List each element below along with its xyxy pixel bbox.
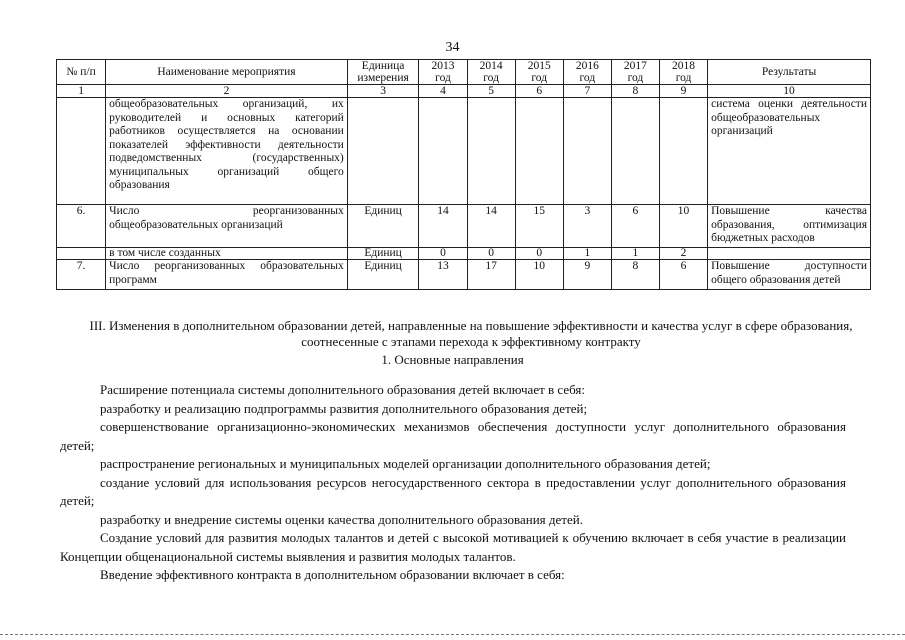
result-cell: Повышение доступности общего образования детей (708, 260, 871, 290)
header-2015: 2015 год (515, 60, 563, 85)
activities-table (56, 59, 871, 290)
header-results: Результаты (708, 60, 871, 85)
unit-cell (347, 98, 419, 205)
value-cell: 2 (659, 248, 707, 260)
value-cell: 14 (467, 205, 515, 248)
value-cell: 6 (611, 205, 659, 248)
index-cell: 4 (419, 85, 467, 98)
header-2018: 2018 год (659, 60, 707, 85)
table-row (57, 98, 871, 205)
paragraph: Введение эффективного контракта в дополнительном образовании включает в себя: (100, 567, 565, 582)
value-cell: 1 (611, 248, 659, 260)
value-cell: 6 (659, 260, 707, 290)
activity-name-cell: Число реорганизованных образовательных программ (106, 260, 348, 290)
index-cell: 5 (467, 85, 515, 98)
result-cell (708, 248, 871, 260)
index-cell: 3 (347, 85, 419, 98)
subsection-heading: 1. Основные направления (381, 352, 524, 367)
result-cell: система оценки деятельности общеобразовательных организаций (708, 98, 871, 205)
value-cell: 3 (563, 205, 611, 248)
value-cell: 17 (467, 260, 515, 290)
index-cell: 6 (515, 85, 563, 98)
body-text (60, 381, 846, 585)
value-cell (467, 98, 515, 205)
result-cell: Повышение качества образования, оптимизация бюджетных расходов (708, 205, 871, 248)
value-cell (611, 98, 659, 205)
table-row (57, 248, 871, 260)
value-cell (659, 98, 707, 205)
value-cell: 10 (515, 260, 563, 290)
num-cell: 7. (57, 260, 106, 290)
unit-cell: Единиц (347, 205, 419, 248)
value-cell: 8 (611, 260, 659, 290)
section-heading: III. Изменения в дополнительном образовании детей, направленные на повышение эффективности и качества услуг в сфере образования, соотнесенные с этапами перехода к эффективному контракту (89, 318, 853, 349)
index-cell: 7 (563, 85, 611, 98)
num-cell (57, 248, 106, 260)
value-cell (563, 98, 611, 205)
index-cell: 1 (57, 85, 106, 98)
activity-name-cell: в том числе созданных (106, 248, 348, 260)
num-cell: 6. (57, 205, 106, 248)
value-cell: 9 (563, 260, 611, 290)
index-cell: 2 (106, 85, 348, 98)
table-row (57, 205, 871, 248)
value-cell: 1 (563, 248, 611, 260)
paragraph: распространение региональных и муниципальных моделей организации дополнительного образования детей; (100, 456, 711, 471)
value-cell: 0 (419, 248, 467, 260)
value-cell (515, 98, 563, 205)
value-cell: 0 (515, 248, 563, 260)
value-cell: 14 (419, 205, 467, 248)
num-cell (57, 98, 106, 205)
table-header-row (57, 60, 871, 85)
paragraph: создание условий для использования ресурсов негосударственного сектора в предоставлении услуг дополнительного образования детей; (60, 474, 846, 508)
header-unit: Единица измерения (347, 60, 419, 85)
value-cell: 15 (515, 205, 563, 248)
header-num: № п/п (57, 60, 106, 85)
column-index-row (57, 85, 871, 98)
value-cell: 10 (659, 205, 707, 248)
page-number: 34 (445, 40, 460, 55)
paragraph: разработку и реализацию подпрограммы развития дополнительного образования детей; (100, 400, 588, 416)
value-cell (419, 98, 467, 205)
paragraph: совершенствование организационно-экономических механизмов обеспечения доступности услуг дополнительного образования детей; (60, 419, 846, 453)
paragraph: разработку и внедрение системы оценки качества дополнительного образования детей. (100, 511, 583, 527)
header-2017: 2017 год (611, 60, 659, 85)
activity-name-cell: общеобразовательных организаций, их руководителей и основных категорий работников осуществляется на основании показателей эффективности деятельности подведомственных (государственных) муниципальных организаций общего образования (106, 98, 348, 205)
header-2013: 2013 год (419, 60, 467, 85)
unit-cell: Единиц (347, 260, 419, 290)
header-name: Наименование мероприятия (106, 60, 348, 85)
value-cell: 13 (419, 260, 467, 290)
index-cell: 8 (611, 85, 659, 98)
index-cell: 9 (659, 85, 707, 98)
paragraph: Расширение потенциала системы дополнительного образования детей включает в себя: (100, 382, 585, 397)
header-2016: 2016 год (563, 60, 611, 85)
index-cell: 10 (708, 85, 871, 98)
activity-name-cell: Число реорганизованных общеобразовательных организаций (106, 205, 348, 248)
paragraph: Создание условий для развития молодых талантов и детей с высокой мотивацией к обучению включает в себя участие в реализации Концепции общенациональной системы выявления и развития молодых талантов. (60, 530, 846, 564)
scan-edge-rule (0, 634, 905, 635)
header-2014: 2014 год (467, 60, 515, 85)
value-cell: 0 (467, 248, 515, 260)
table-row (57, 260, 871, 290)
unit-cell: Единиц (347, 248, 419, 260)
